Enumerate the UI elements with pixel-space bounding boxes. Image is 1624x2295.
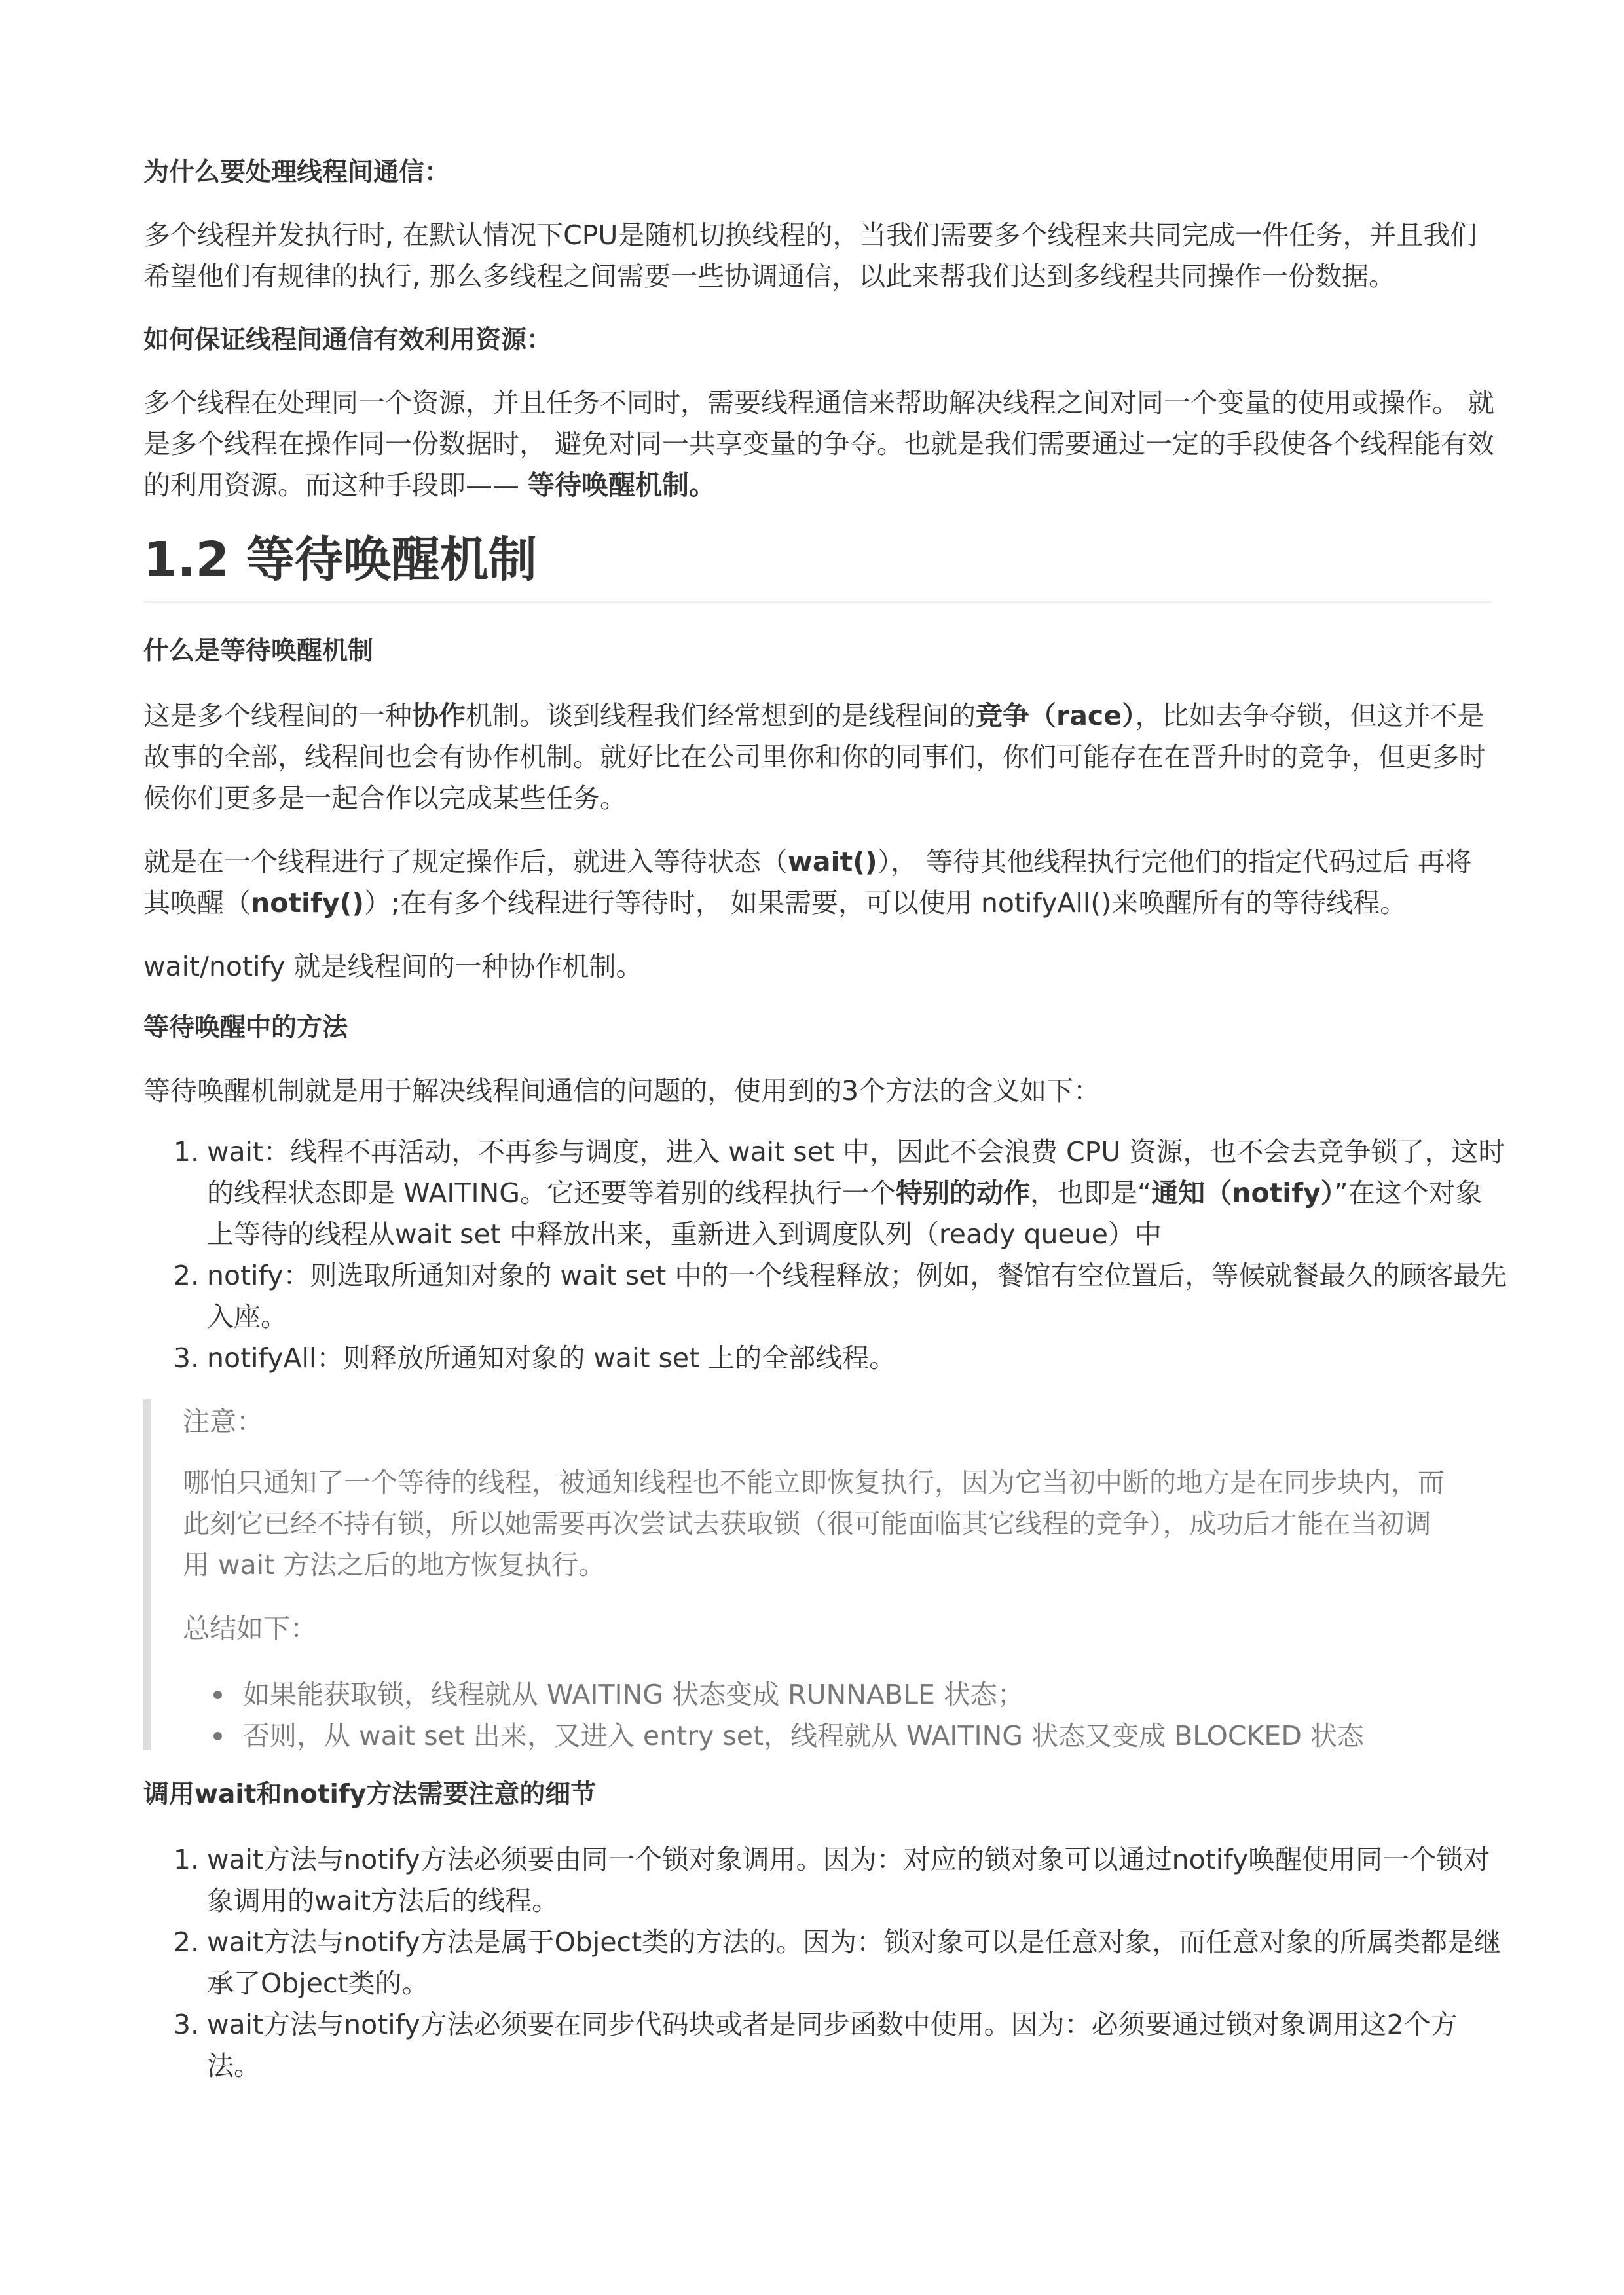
note-para-line-1: 哪怕只通知了一个等待的线程，被通知线程也不能立即恢复执行，因为它当初中断的地方是在同步块内，而 [183, 1467, 1445, 1498]
note-quote-bar [143, 1399, 151, 1750]
note-bullet-2: 否则，从 wait set 出来，又进入 entry set，线程就从 WAITING 状态又变成 BLOCKED 状态 [243, 1720, 1364, 1752]
methods-item-1-number: 1. [173, 1136, 199, 1167]
section-divider [143, 601, 1491, 603]
methods-item-2-text: notify：则选取所通知对象的 wait set 中的一个线程释放；例如，餐馆有空位置后，等候就餐最久的顾客最先 [207, 1260, 1507, 1291]
details-item-2-text: wait方法与notify方法是属于Object类的方法的。因为：锁对象可以是任意对象，而任意对象的所属类都是继 [207, 1926, 1502, 1958]
methods-item-1-bold-notify: 通知（notify） [1151, 1177, 1335, 1209]
para-what-bold-race: 竞争（race） [976, 700, 1135, 731]
para-what-line-2: 故事的全部，线程间也会有协作机制。就好比在公司里你和你的同事们，你们可能存在在晋升时的竞争，但更多时 [143, 741, 1486, 773]
note-summary-label: 总结如下： [183, 1613, 317, 1644]
note-bullet-1-dot [213, 1691, 222, 1699]
methods-item-3-number: 3. [173, 1342, 199, 1374]
methods-item-2-number: 2. [173, 1260, 199, 1291]
para-how-line-3-text: 的利用资源。而这种手段即—— [143, 469, 528, 501]
para-after-line-2 [143, 883, 1407, 924]
para-after-text-c: ）， 等待其他线程执行完他们的指定代码过后 再将 [877, 846, 1472, 877]
para-how-line-3-bold: 等待唤醒机制。 [528, 469, 716, 501]
para-what-text-e: ，比如去争夺锁，但这并不是 [1135, 700, 1485, 731]
heading-how: 如何保证线程间通信有效利用资源： [143, 325, 553, 355]
methods-item-2-line-2: 入座。 [207, 1301, 287, 1332]
details-item-3-line-1 [143, 2004, 1458, 2046]
para-how-line-3 [143, 465, 716, 506]
section-title: 1.2 等待唤醒机制 [143, 532, 537, 588]
methods-item-1-text: wait：线程不再活动，不再参与调度，进入 wait set 中，因此不会浪费 CPU 资源，也不会去竞争锁了，这时 [207, 1136, 1505, 1167]
methods-item-1-l2-a: 的线程状态即是 WAITING。它还要等着别的线程执行一个 [207, 1177, 896, 1209]
para-wait-notify: wait/notify 就是线程间的一种协作机制。 [143, 951, 643, 982]
para-after2-text-a: 其唤醒（ [143, 887, 251, 919]
note-label: 注意： [183, 1406, 263, 1437]
methods-item-1-l2-e: ”在这个对象 [1334, 1177, 1483, 1209]
para-after-line-1 [143, 841, 1471, 883]
para-what-text-c: 机制。谈到线程我们经常想到的是线程间的 [466, 700, 976, 731]
para-how-line-1: 多个线程在处理同一个资源，并且任务不同时，需要线程通信来帮助解决线程之间对同一个变量的使用或操作。 就 [143, 387, 1495, 418]
methods-item-1-l2-c: ，也即是“ [1030, 1177, 1152, 1209]
heading-details: 调用wait和notify方法需要注意的细节 [143, 1780, 597, 1809]
note-para-line-2: 此刻它已经不持有锁，所以她需要再次尝试去获取锁（很可能面临其它线程的竞争），成功后才能在当初调 [183, 1508, 1431, 1539]
para-how-line-2: 是多个线程在操作同一份数据时， 避免对同一共享变量的争夺。也就是我们需要通过一定的手段使各个线程能有效 [143, 428, 1495, 460]
details-item-1-line-1 [143, 1839, 1490, 1881]
details-item-2-line-2: 承了Object类的。 [207, 1968, 429, 1999]
methods-item-3-line-1 [143, 1338, 896, 1379]
heading-methods: 等待唤醒中的方法 [143, 1013, 348, 1042]
para-what-line-3: 候你们更多是一起合作以完成某些任务。 [143, 782, 627, 814]
heading-why: 为什么要处理线程间通信： [143, 158, 451, 187]
note-bullet-2-dot [213, 1732, 222, 1740]
details-item-3-number: 3. [173, 2009, 199, 2040]
methods-item-1-line-1 [143, 1131, 1505, 1173]
details-item-2-number: 2. [173, 1926, 199, 1958]
methods-item-1-line-2 [207, 1173, 1483, 1214]
para-why-line-2: 希望他们有规律的执行, 那么多线程之间需要一些协调通信，以此来帮我们达到多线程共同操作一份数据。 [143, 261, 1396, 292]
para-methods: 等待唤醒机制就是用于解决线程间通信的问题的，使用到的3个方法的含义如下： [143, 1075, 1101, 1107]
methods-item-1-line-3: 上等待的线程从wait set 中释放出来，重新进入到调度队列（ready queue）中 [207, 1219, 1162, 1250]
para-what-bold-cooperation: 协作 [412, 700, 466, 731]
para-after-text-a: 就是在一个线程进行了规定操作后，就进入等待状态（ [143, 846, 788, 877]
details-item-1-text: wait方法与notify方法必须要由同一个锁对象调用。因为：对应的锁对象可以通过notify唤醒使用同一个锁对 [207, 1844, 1490, 1875]
details-item-1-number: 1. [173, 1844, 199, 1875]
details-item-3-text: wait方法与notify方法必须要在同步代码块或者是同步函数中使用。因为：必须要通过锁对象调用这2个方 [207, 2009, 1458, 2040]
note-para-line-3: 用 wait 方法之后的地方恢复执行。 [183, 1549, 606, 1581]
methods-item-2-line-1 [143, 1255, 1507, 1296]
para-why-line-1: 多个线程并发执行时, 在默认情况下CPU是随机切换线程的，当我们需要多个线程来共同完成一件任务，并且我们 [143, 219, 1477, 251]
methods-item-3-text: notifyAll：则释放所通知对象的 wait set 上的全部线程。 [207, 1342, 896, 1374]
note-bullet-1: 如果能获取锁，线程就从 WAITING 状态变成 RUNNABLE 状态； [243, 1679, 1024, 1710]
para-after2-text-c: ）;在有多个线程进行等待时， 如果需要，可以使用 notifyAll()来唤醒所有的等待线程。 [364, 887, 1407, 919]
heading-what: 什么是等待唤醒机制 [143, 636, 374, 666]
details-item-1-line-2: 象调用的wait方法后的线程。 [207, 1885, 559, 1917]
para-after2-bold-notify: notify() [251, 887, 365, 919]
para-after-bold-wait: wait() [788, 846, 877, 877]
details-item-2-line-1 [143, 1922, 1501, 1963]
para-what-text-a: 这是多个线程间的一种 [143, 700, 412, 731]
details-item-3-line-2: 法。 [207, 2050, 261, 2082]
para-what-line-1 [143, 695, 1485, 737]
methods-item-1-bold-special: 特别的动作 [896, 1177, 1031, 1209]
